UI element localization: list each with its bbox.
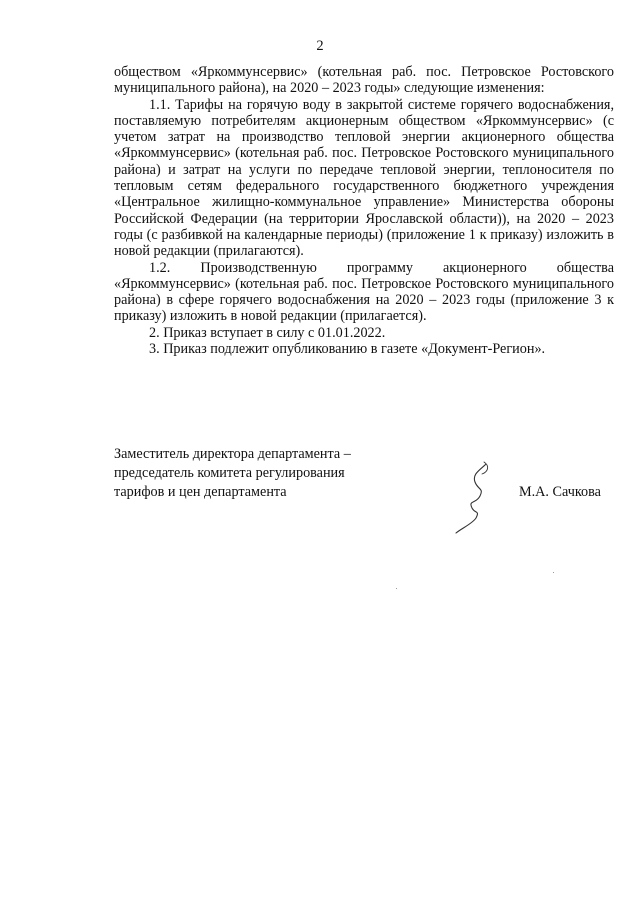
scan-speck — [396, 588, 397, 589]
page-number: 2 — [316, 38, 324, 54]
scan-speck — [553, 572, 554, 573]
handwritten-signature — [450, 460, 500, 535]
paragraph-1-2: 1.2. Производственную программу акционерного общества «Яркоммунсервис» (котельная раб. пос. Петровское Ростовского муниципального района) в сфере горячего водоснабжения на 2020 – 2023 годы (приложение 3 к приказу) изложить в новой редакции (прилагается). — [114, 259, 614, 325]
document-body — [114, 64, 614, 357]
signature-block — [114, 445, 614, 502]
paragraph-1-1: 1.1. Тарифы на горячую воду в закрытой системе горячего водоснабжения, поставляемую потребителям акционерным обществом «Яркоммунсервис» (с учетом затрат на производство тепловой энергии акционерного общества «Яркоммунсервис» (котельная раб. пос. Петровское Ростовского муниципального района) и затрат на услуги по передаче тепловой энергии, теплоносителя по тепловым сетям федерального государственного бюджетного учреждения «Центральное жилищно-коммунальное управление» Министерства обороны Российской Федерации (на территории Ярославской области)), на 2020 – 2023 годы (с разбивкой на календарные периоды) (приложение 1 к приказу) изложить в новой редакции (прилагаются). — [114, 96, 614, 260]
signatory-name: М.А. Сачкова — [519, 484, 601, 500]
signatory-title: Заместитель директора департамента – председатель комитета регулирования тарифов и цен департамента — [114, 446, 351, 500]
paragraph-2: 2. Приказ вступает в силу с 01.01.2022. — [149, 324, 386, 341]
paragraph-3: 3. Приказ подлежит опубликованию в газете «Документ-Регион». — [149, 341, 546, 358]
paragraph-continuation: обществом «Яркоммунсервис» (котельная раб. пос. Петровское Ростовского муниципального района), на 2020 – 2023 годы» следующие изменения: — [114, 64, 614, 97]
